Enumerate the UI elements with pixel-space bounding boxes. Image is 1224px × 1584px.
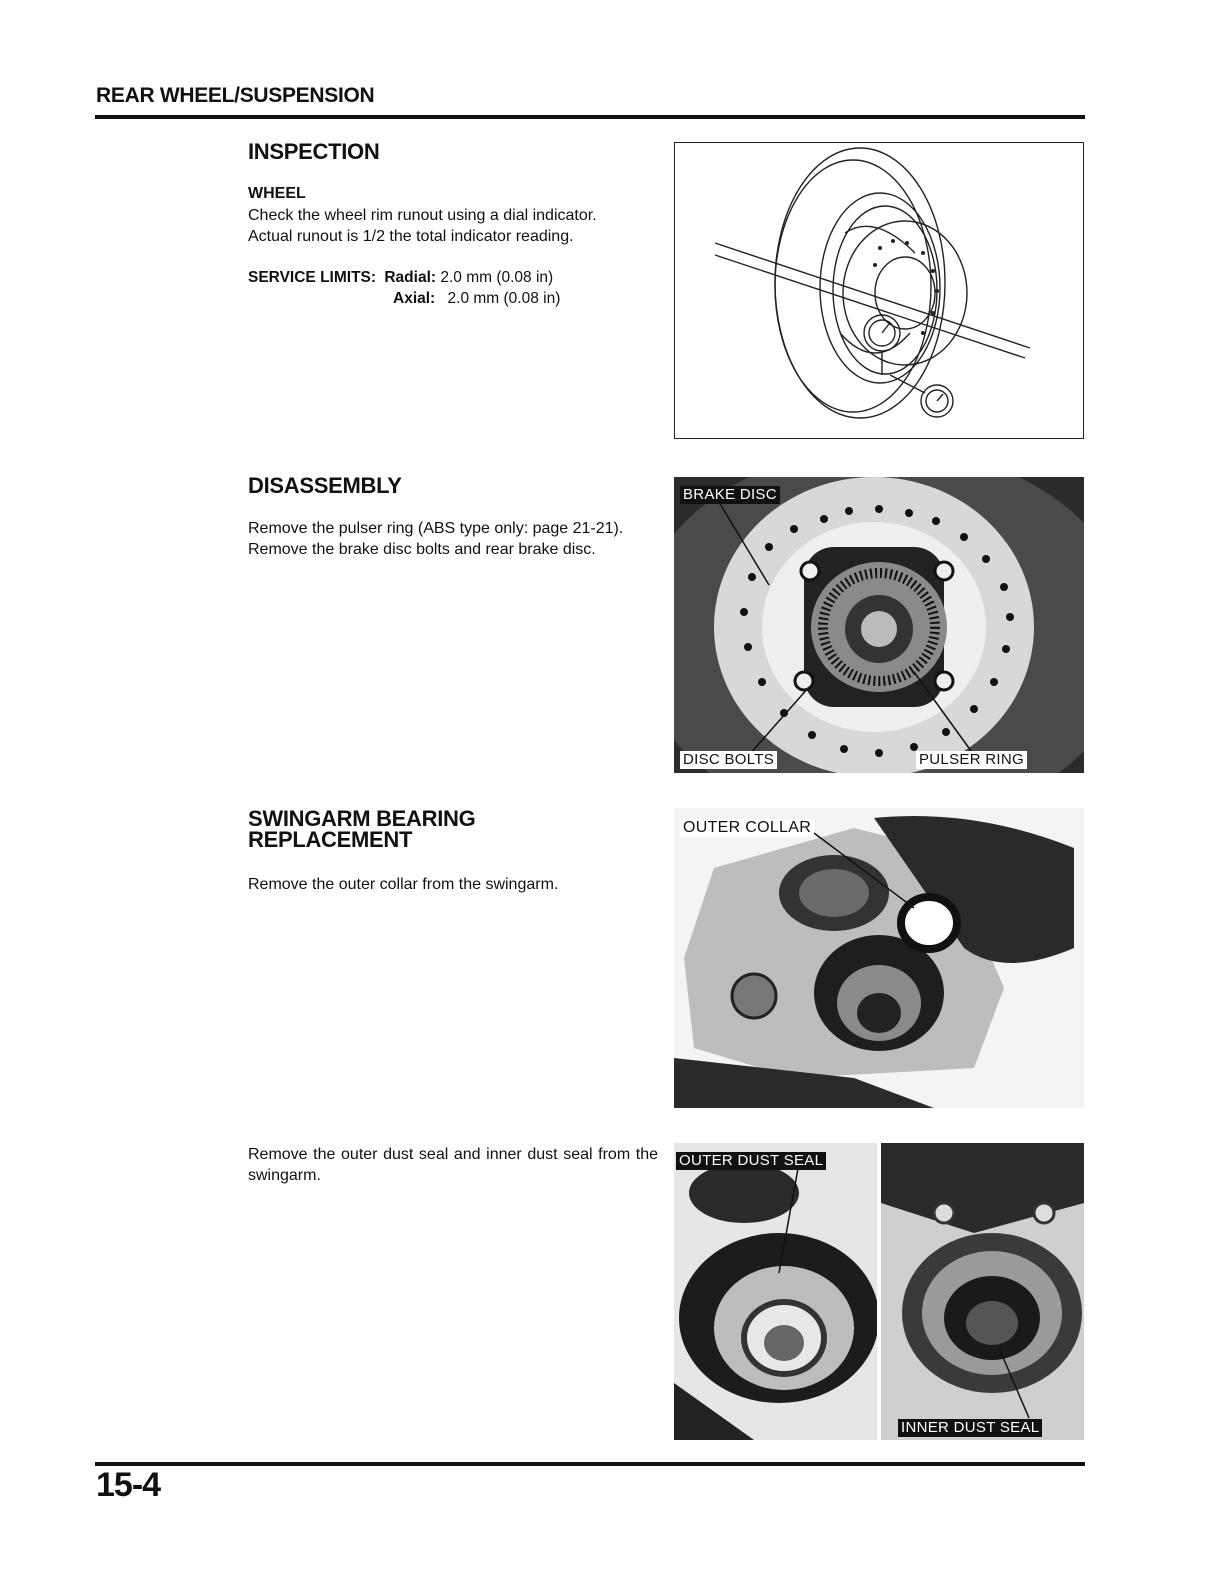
page-header-title: REAR WHEEL/SUSPENSION bbox=[96, 84, 375, 107]
dust-seal-text: Remove the outer dust seal and inner dust seal from the swingarm. bbox=[248, 1146, 658, 1184]
footer-rule bbox=[95, 1462, 1085, 1466]
inspection-heading: INSPECTION bbox=[248, 139, 380, 164]
service-limits-axial bbox=[393, 288, 560, 309]
swingarm-heading-line-1: SWINGARM BEARING bbox=[248, 806, 476, 831]
dust-seal-photo bbox=[674, 1143, 1084, 1440]
inspection-line-2: Actual runout is 1/2 the total indicator reading. bbox=[248, 228, 574, 245]
service-limits-label: SERVICE LIMITS: bbox=[248, 269, 377, 286]
radial-label: Radial: bbox=[384, 269, 437, 286]
wheel-runout-illustration bbox=[674, 142, 1084, 439]
inspection-line-1: Check the wheel rim runout using a dial indicator. bbox=[248, 207, 597, 224]
outer-collar-photo bbox=[674, 808, 1084, 1108]
outer-collar-drawing bbox=[674, 808, 1084, 1108]
brake-disc-callout: BRAKE DISC bbox=[680, 486, 780, 504]
service-limits-radial bbox=[248, 267, 553, 288]
wheel-subheading: WHEEL bbox=[248, 185, 306, 202]
disc-bolts-callout: DISC BOLTS bbox=[680, 751, 777, 769]
pulser-ring-callout: PULSER RING bbox=[916, 751, 1027, 769]
outer-dust-seal-callout: OUTER DUST SEAL bbox=[676, 1152, 826, 1170]
wheel-drawing bbox=[675, 143, 1082, 437]
header-rule bbox=[95, 115, 1085, 119]
outer-collar-callout: OUTER COLLAR bbox=[680, 819, 814, 837]
disassembly-line-2: Remove the brake disc bolts and rear brake disc. bbox=[248, 541, 596, 558]
axial-label: Axial: bbox=[393, 290, 436, 307]
swingarm-heading-line-2: REPLACEMENT bbox=[248, 827, 413, 852]
disassembly-line-1: Remove the pulser ring (ABS type only: page 21-21). bbox=[248, 520, 624, 537]
page-number: 15-4 bbox=[96, 1466, 161, 1504]
inner-dust-seal-callout: INNER DUST SEAL bbox=[898, 1419, 1042, 1437]
swingarm-text: Remove the outer collar from the swingarm. bbox=[248, 876, 559, 893]
disassembly-heading: DISASSEMBLY bbox=[248, 473, 402, 498]
dust-seal-drawing bbox=[674, 1143, 1084, 1440]
axial-value: 2.0 mm (0.08 in) bbox=[447, 290, 561, 307]
radial-value: 2.0 mm (0.08 in) bbox=[440, 269, 554, 286]
brake-disc-drawing bbox=[674, 477, 1084, 773]
brake-disc-photo bbox=[674, 477, 1084, 773]
